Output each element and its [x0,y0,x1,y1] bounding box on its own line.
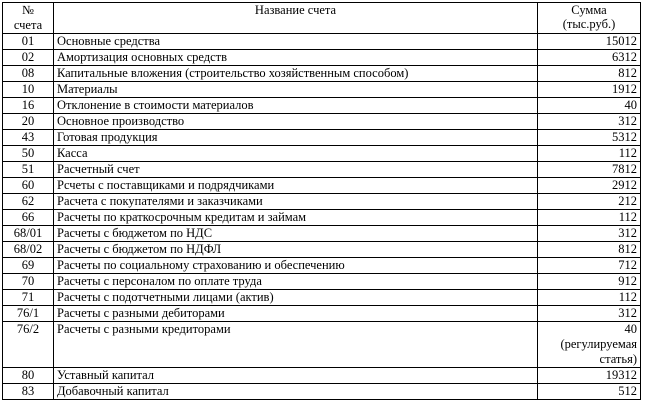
amount-cell: 15012 [538,34,641,50]
table-body [3,34,641,400]
account-name-cell: Капитальные вложения (строительство хозяйственным способом) [54,66,538,82]
amount-cell: 912 [538,274,641,290]
amount-cell: 112 [538,146,641,162]
account-number-cell: 76/1 [3,306,54,322]
account-number-cell: 68/01 [3,226,54,242]
account-name-cell: Уставный капитал [54,368,538,384]
table-row [3,34,641,50]
amount-cell: 40 [538,98,641,114]
table-row [3,368,641,384]
header-account-name: Название счета [54,3,538,34]
account-name-cell: Основные средства [54,34,538,50]
table-row [3,274,641,290]
account-number-cell: 16 [3,98,54,114]
table-row [3,50,641,66]
account-number-cell: 80 [3,368,54,384]
account-name-cell: Добавочный капитал [54,384,538,400]
table-row [3,98,641,114]
table-row [3,66,641,82]
account-name-cell: Готовая продукция [54,130,538,146]
account-name-cell: Расчета с покупателями и заказчиками [54,194,538,210]
table-row [3,162,641,178]
account-number-cell: 20 [3,114,54,130]
table-row [3,258,641,274]
table-row [3,384,641,400]
account-name-cell: Рсчеты с поставщиками и подрядчиками [54,178,538,194]
account-name-cell: Касса [54,146,538,162]
table-row [3,194,641,210]
amount-line: статья) [599,352,637,366]
table-header-row [3,3,641,34]
account-number-cell: 10 [3,82,54,98]
header-sum-line1: Сумма [571,3,607,17]
amount-line: 40 [624,322,637,336]
amount-cell: 6312 [538,50,641,66]
amount-cell: 2912 [538,178,641,194]
account-name-cell: Основное производство [54,114,538,130]
account-number-cell: 83 [3,384,54,400]
amount-cell: 812 [538,242,641,258]
amount-cell: 312 [538,306,641,322]
table-row [3,242,641,258]
account-name-cell: Расчеты с разными кредиторами [54,322,538,368]
amount-cell: 19312 [538,368,641,384]
table-row [3,290,641,306]
account-number-cell: 51 [3,162,54,178]
table-row [3,322,641,368]
accounts-table [2,2,641,400]
account-name-cell: Расчеты с бюджетом по НДФЛ [54,242,538,258]
account-number-cell: 66 [3,210,54,226]
account-name-cell: Расчеты с разными дебиторами [54,306,538,322]
amount-cell: 512 [538,384,641,400]
account-number-cell: 76/2 [3,322,54,368]
table-row [3,82,641,98]
account-name-cell: Расчеты с бюджетом по НДС [54,226,538,242]
amount-cell: 5312 [538,130,641,146]
account-number-cell: 02 [3,50,54,66]
table-row [3,146,641,162]
account-number-cell: 68/02 [3,242,54,258]
amount-cell: 112 [538,290,641,306]
account-name-cell: Отклонение в стоимости материалов [54,98,538,114]
table-row [3,178,641,194]
amount-cell: 712 [538,258,641,274]
table-row [3,210,641,226]
table-row [3,306,641,322]
amount-cell: 1912 [538,82,641,98]
amount-cell: 7812 [538,162,641,178]
amount-cell: 312 [538,114,641,130]
account-name-cell: Расчеты по краткосрочным кредитам и займам [54,210,538,226]
amount-cell: 112 [538,210,641,226]
account-name-cell: Расчетный счет [54,162,538,178]
header-account-number [3,3,54,34]
table-row [3,130,641,146]
account-number-cell: 69 [3,258,54,274]
table-row [3,114,641,130]
account-number-cell: 01 [3,34,54,50]
account-number-cell: 60 [3,178,54,194]
account-name-cell: Расчеты с подотчетными лицами (актив) [54,290,538,306]
amount-cell: 812 [538,66,641,82]
amount-cell [538,322,641,368]
account-number-cell: 62 [3,194,54,210]
header-sum-line2: (тыс.руб.) [562,17,616,31]
header-num-line1: № [22,3,34,17]
account-name-cell: Амортизация основных средств [54,50,538,66]
account-number-cell: 43 [3,130,54,146]
amount-cell: 212 [538,194,641,210]
amount-line: (регулируемая [560,337,637,351]
header-amount [538,3,641,34]
account-number-cell: 08 [3,66,54,82]
amount-cell: 312 [538,226,641,242]
header-num-line2: счета [13,18,43,32]
table-row [3,226,641,242]
account-name-cell: Материалы [54,82,538,98]
account-number-cell: 70 [3,274,54,290]
account-number-cell: 50 [3,146,54,162]
account-name-cell: Расчеты с персоналом по оплате труда [54,274,538,290]
account-name-cell: Расчеты по социальному страхованию и обеспечению [54,258,538,274]
account-number-cell: 71 [3,290,54,306]
